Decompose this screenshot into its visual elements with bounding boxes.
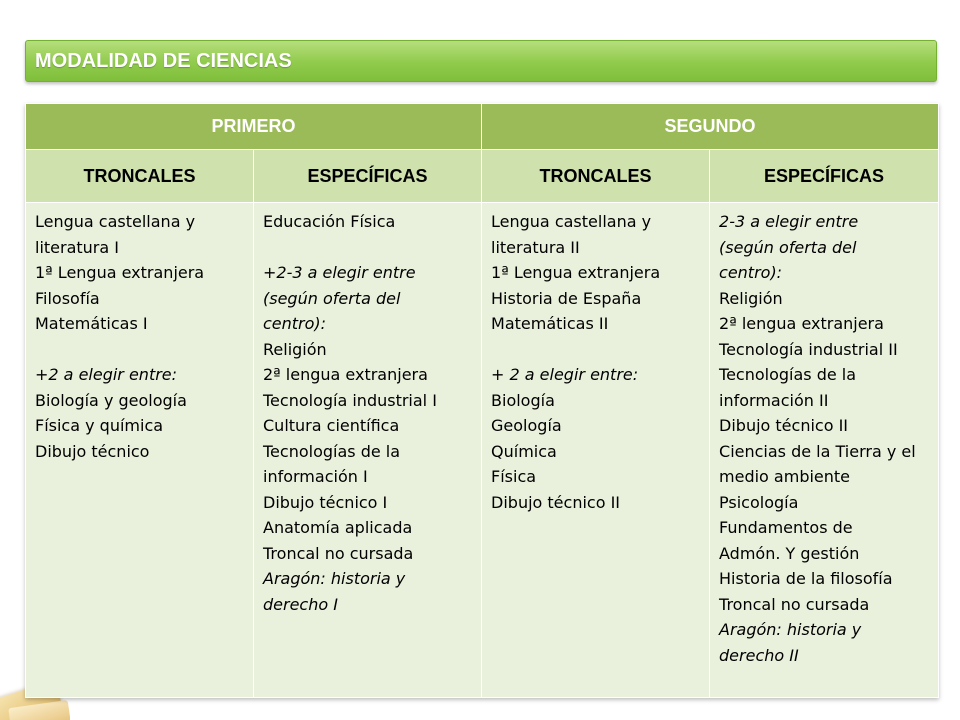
spacer <box>35 337 244 363</box>
subject-line: Matemáticas II <box>491 314 609 333</box>
subject-line: literatura I <box>35 237 119 257</box>
subject-line: 1ª Lengua extranjera <box>491 263 661 282</box>
subject-line: Religión <box>263 339 327 359</box>
spacer <box>263 235 472 261</box>
primero-troncales-cell <box>26 203 254 698</box>
subject-line: Anatomía aplicada <box>263 518 413 537</box>
subject-line: Dibujo técnico I <box>263 492 388 512</box>
subjects-table <box>25 103 939 698</box>
subject-line: literatura II <box>491 237 580 257</box>
type-header-troncales-2: TRONCALES <box>482 150 710 203</box>
subject-line: Biología y geología <box>35 390 187 410</box>
subject-line: Química <box>491 441 557 461</box>
subject-line: 2-3 a elegir entre <box>719 212 859 231</box>
year-header-row <box>26 104 939 150</box>
subject-line: Tecnologías de la <box>263 441 401 461</box>
subject-line: Dibujo técnico <box>35 441 150 461</box>
subject-line: Troncal no cursada <box>263 543 414 563</box>
subject-line: (según oferta del <box>263 288 401 308</box>
subject-line: Religión <box>719 288 783 308</box>
subject-line: Ciencias de la Tierra y el <box>719 441 916 461</box>
subject-line: Historia de España <box>491 288 642 308</box>
subject-line: centro): <box>719 263 783 282</box>
subject-line: Fundamentos de <box>719 518 853 537</box>
segundo-troncales-cell <box>482 203 710 698</box>
subject-line: Tecnología industrial II <box>719 339 898 359</box>
subject-line: 2ª lengua extranjera <box>263 365 428 384</box>
spacer <box>491 337 700 363</box>
page-title: MODALIDAD DE CIENCIAS <box>35 50 292 72</box>
subject-line: Troncal no cursada <box>719 594 870 614</box>
subject-line: Física y química <box>35 416 164 435</box>
title-bar <box>25 40 937 82</box>
subject-line: Biología <box>491 390 555 410</box>
type-header-row <box>26 150 939 203</box>
subject-line: Admón. Y gestión <box>719 543 860 563</box>
subject-line: Física <box>491 467 537 486</box>
primero-especificas-cell <box>254 203 482 698</box>
year-header-primero: PRIMERO <box>26 104 482 150</box>
segundo-especificas-cell <box>710 203 939 698</box>
type-header-troncales-1: TRONCALES <box>26 150 254 203</box>
subject-line: Filosofía <box>35 288 100 308</box>
type-header-especificas-2: ESPECÍFICAS <box>710 150 939 203</box>
subject-line: Educación Física <box>263 212 396 231</box>
subject-line: Psicología <box>719 492 799 512</box>
subject-line: Dibujo técnico II <box>491 492 621 512</box>
subject-line: derecho I <box>263 594 338 614</box>
subject-line: +2-3 a elegir entre <box>263 263 416 282</box>
subject-line: (según oferta del <box>719 237 857 257</box>
subject-line: 1ª Lengua extranjera <box>35 263 205 282</box>
subject-line: Aragón: historia y <box>263 569 406 588</box>
subject-line: 2ª lengua extranjera <box>719 314 884 333</box>
subject-line: Dibujo técnico II <box>719 416 849 435</box>
year-header-segundo: SEGUNDO <box>482 104 939 150</box>
subject-line: Tecnología industrial I <box>263 390 437 410</box>
subject-line: +2 a elegir entre: <box>35 365 178 384</box>
subject-line: derecho II <box>719 645 799 665</box>
subject-line: centro): <box>263 314 327 333</box>
subject-line: información II <box>719 390 829 410</box>
subject-line: medio ambiente <box>719 467 851 486</box>
subject-line: información I <box>263 467 368 486</box>
type-header-especificas-1: ESPECÍFICAS <box>254 150 482 203</box>
subject-line: Historia de la filosofía <box>719 569 893 588</box>
subject-line: Matemáticas I <box>35 314 148 333</box>
subject-line: Geología <box>491 416 562 435</box>
subject-line: Lengua castellana y <box>35 212 196 231</box>
subject-line: + 2 a elegir entre: <box>491 365 639 384</box>
subject-line: Aragón: historia y <box>719 620 862 639</box>
subject-line: Tecnologías de la <box>719 365 857 384</box>
subject-line: Lengua castellana y <box>491 212 652 231</box>
subject-line: Cultura científica <box>263 416 400 435</box>
subjects-row <box>26 203 939 698</box>
